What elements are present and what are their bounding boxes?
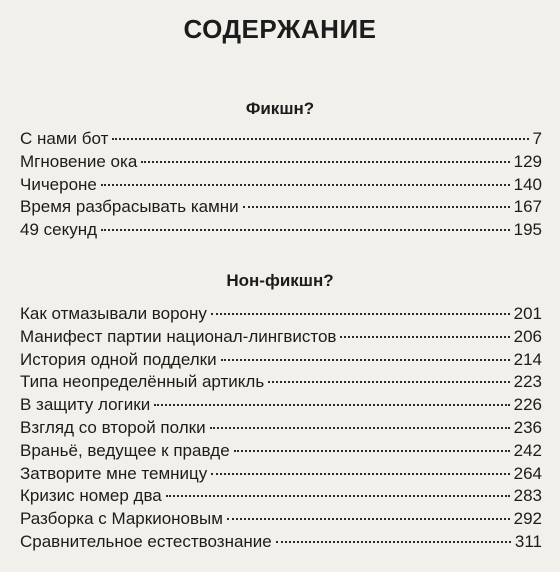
entry-title: Затворите мне темницу [20,463,208,483]
entry-title: История одной подделки [20,349,217,369]
entry-page-number: 167 [513,197,542,217]
dot-leader [243,206,510,208]
toc-entry [20,326,542,349]
entry-page-number: 140 [513,174,542,194]
page-title: СОДЕРЖАНИЕ [183,14,377,44]
entry-page-number: 129 [513,151,542,171]
entry-title: Манифест партии национал-лингвистов [20,326,337,346]
entry-title: 49 секунд [20,220,98,240]
dot-leader [166,495,510,497]
dot-leader [221,359,510,361]
entry-page-number: 236 [513,417,542,437]
toc-entry [20,349,542,372]
toc-entry [20,440,542,463]
dot-leader [101,184,510,186]
toc-entry [20,219,542,242]
toc-entry [20,371,542,394]
toc-entry [20,303,542,326]
toc-entry [20,485,542,508]
fiction-entry-list [20,128,542,242]
entry-page-number: 223 [513,372,542,392]
dot-leader [101,229,510,231]
section-heading-fiction: Фикшн? [245,99,315,118]
dot-leader [112,138,528,140]
entry-title: С нами бот [20,129,109,148]
dot-leader [340,336,509,338]
toc-entry [20,128,542,151]
entry-title: Мгновение ока [20,151,138,171]
dot-leader [227,518,510,520]
entry-title: Сравнительное естествознание [20,531,272,551]
entry-page-number: 311 [514,531,542,551]
entry-title: Типа неопределённый артикль [20,372,265,392]
dot-leader [234,450,510,452]
entry-title: Враньё, ведущее к правде [20,440,230,460]
entry-title: Кризис номер два [20,486,162,506]
dot-leader [276,541,511,543]
entry-title: В защиту логики [20,395,151,415]
toc-entry [20,196,542,219]
dot-leader [268,381,509,383]
entry-page-number: 214 [513,349,542,369]
entry-page-number: 195 [513,220,542,240]
dot-leader [210,427,510,429]
entry-title: Взгляд со второй полки [20,417,206,437]
toc-entry [20,463,542,486]
entry-title: Разборка с Маркионовым [20,509,223,529]
toc-entry [20,151,542,174]
entry-page-number: 292 [513,509,542,529]
entry-page-number: 7 [532,129,542,148]
dot-leader [211,473,509,475]
entry-page-number: 206 [513,326,542,346]
nonfiction-entry-list [20,303,542,554]
entry-page-number: 242 [513,440,542,460]
entry-title: Как отмазывали ворону [20,304,207,323]
entry-page-number: 283 [513,486,542,506]
dot-leader [141,161,509,163]
toc-entry [20,417,542,440]
entry-page-number: 201 [513,304,542,323]
dot-leader [154,404,509,406]
entry-title: Чичероне [20,174,97,194]
toc-entry [20,531,542,554]
entry-title: Время разбрасывать камни [20,197,239,217]
entry-page-number: 226 [513,395,542,415]
entry-page-number: 264 [513,463,542,483]
section-heading-nonfiction: Нон-фикшн? [226,271,334,290]
toc-entry [20,174,542,197]
dot-leader [211,313,510,315]
toc-entry [20,394,542,417]
toc-entry [20,508,542,531]
